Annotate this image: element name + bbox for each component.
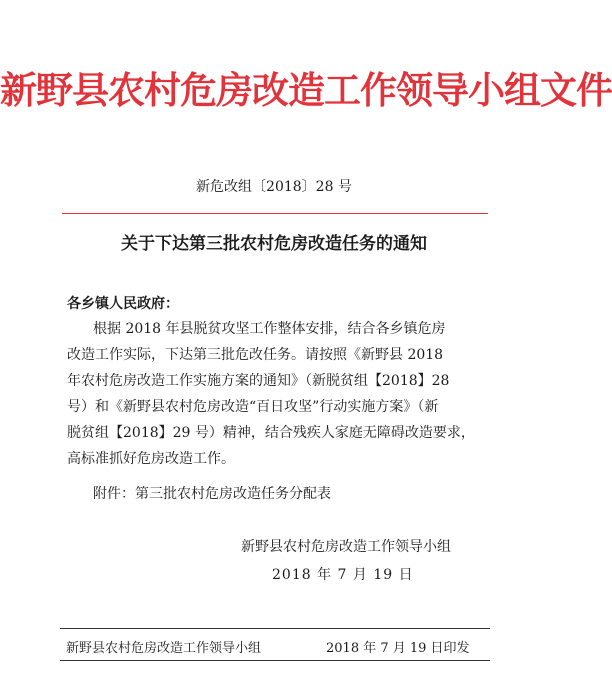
salutation: 各乡镇人民政府： bbox=[67, 296, 179, 312]
notice-title: 关于下达第三批农村危房改造任务的通知 bbox=[121, 234, 427, 254]
body-line: 年农村危房改造工作实施方案的通知》（新脱贫组【2018】28 bbox=[67, 373, 450, 389]
footer-print-date: 2018 年 7 月 19 日印发 bbox=[326, 641, 470, 656]
document-header-title: 新野县农村危房改造工作领导小组文件 bbox=[0, 68, 612, 112]
body-line: 高标准抓好危房改造工作。 bbox=[67, 451, 235, 467]
footer-top-rule bbox=[60, 628, 490, 629]
body-line: 改造工作实际，下达第三批危改任务。请按照《新野县 2018 bbox=[67, 347, 444, 363]
document-number: 新危改组〔2018〕28 号 bbox=[196, 179, 352, 195]
header-red-divider bbox=[62, 213, 488, 214]
footer-org: 新野县农村危房改造工作领导小组 bbox=[66, 641, 262, 656]
body-line: 脱贫组【2018】29 号）精神，结合残疾人家庭无障碍改造要求， bbox=[67, 425, 475, 441]
signature-issuer: 新野县农村危房改造工作领导小组 bbox=[241, 539, 451, 555]
attachment-line: 附件：第三批农村危房改造任务分配表 bbox=[93, 486, 331, 502]
footer-bottom-rule bbox=[60, 660, 490, 661]
body-line: 根据 2018 年县脱贫攻坚工作整体安排，结合各乡镇危房 bbox=[93, 321, 446, 337]
body-line: 号）和《新野县农村危房改造“百日攻坚”行动实施方案》（新 bbox=[67, 399, 439, 415]
signature-date: 2018 年 7 月 19 日 bbox=[272, 567, 414, 583]
